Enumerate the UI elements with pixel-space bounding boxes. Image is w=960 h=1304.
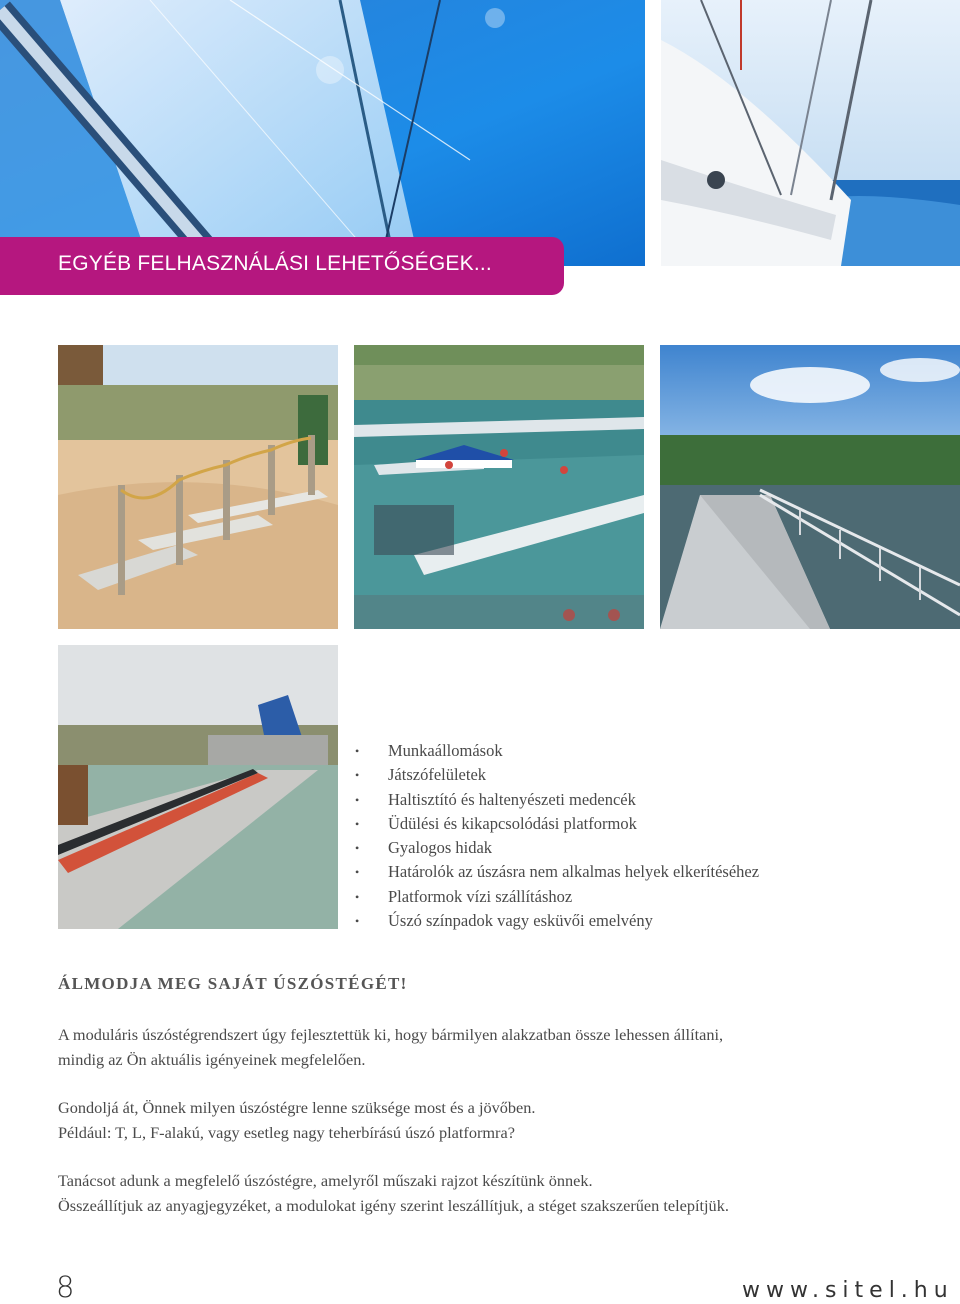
banner-title: EGYÉB FELHASZNÁLÁSI LEHETŐSÉGEK... (58, 252, 492, 275)
list-item: • Határolók az úszásra nem alkalmas helyek elkerítéséhez (355, 860, 759, 884)
paragraph-line: Tanácsot adunk a megfelelő úszóstégre, amelyről műszaki rajzot készítünk önnek. (58, 1171, 593, 1190)
paragraph-line: Összeállítjuk az anyagjegyzéket, a modulokat igény szerint leszállítjuk, a stéget szakszerűen telepítjük. (58, 1195, 729, 1215)
section-heading: ÁLMODJA MEG SAJÁT ÚSZÓSTÉGÉT! (58, 974, 408, 993)
paragraph-line: Például: T, L, F-alakú, vagy esetleg nagy teherbírású úszó platformra? (58, 1122, 515, 1142)
paragraph-question (58, 1096, 535, 1145)
list-item: • Játszófelületek (355, 763, 759, 787)
sail-photo (0, 0, 645, 266)
canoe-course-photo (354, 345, 644, 629)
list-item: • Üdülési és kikapcsolódási platformok (355, 812, 759, 836)
paragraph-line: mindig az Ön aktuális igényeinek megfelelően. (58, 1049, 366, 1069)
paragraph-line: Gondoljá át, Önnek milyen úszóstégre lenne szüksége most és a jövőben. (58, 1098, 536, 1117)
paragraph-intro (58, 1023, 723, 1072)
list-item: • Haltisztító és haltenyészeti medencék (355, 788, 759, 812)
sailboat-photo (661, 0, 960, 266)
beach-steps-photo (58, 345, 338, 629)
list-item: • Platformok vízi szállításhoz (355, 885, 759, 909)
section-banner (0, 237, 564, 295)
list-item: • Munkaállomások (355, 739, 759, 763)
paragraph-line: A moduláris úszóstégrendszert úgy fejlesztettük ki, hogy bármilyen alakzatban össze lehessen állítani, (58, 1025, 724, 1044)
list-item: • Gyalogos hidak (355, 836, 759, 860)
pontoon-walkway-photo (660, 345, 960, 629)
list-item: • Úszó színpadok vagy esküvői emelvény (355, 909, 759, 933)
paragraph-service (58, 1169, 729, 1218)
website-link[interactable]: www.sitel.hu (742, 1278, 954, 1303)
uses-list (355, 739, 759, 933)
pipeline-basin-photo (58, 645, 338, 929)
page-number: 8 (56, 1270, 75, 1304)
